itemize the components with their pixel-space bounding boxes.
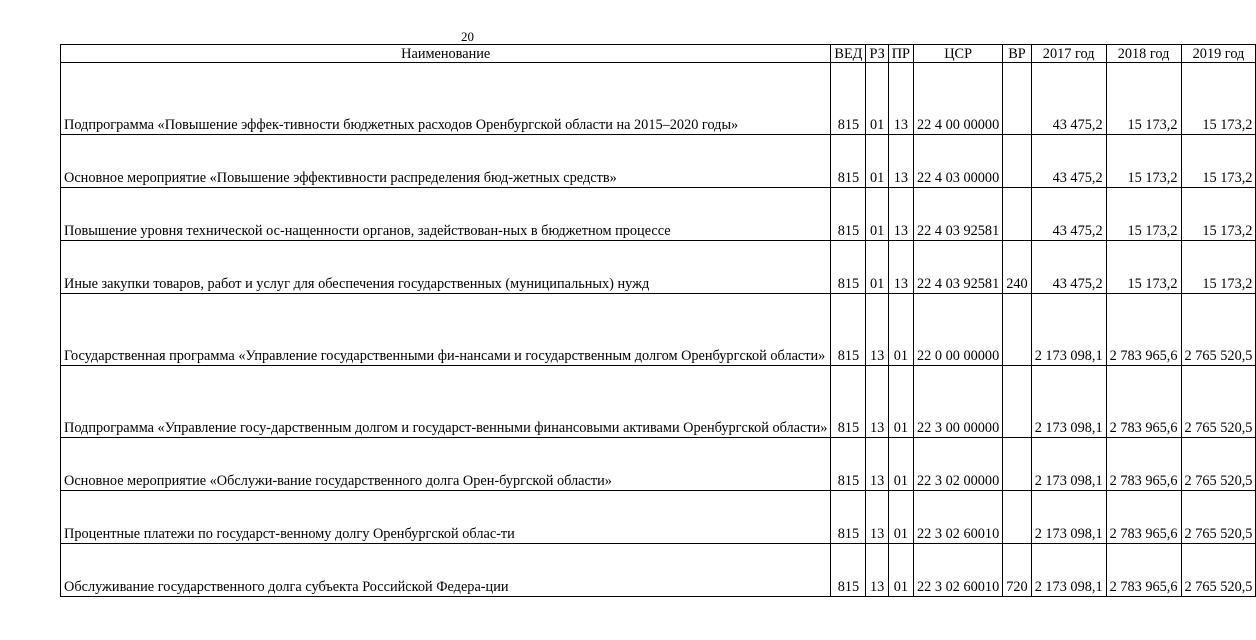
table-row bbox=[61, 544, 1256, 597]
budget-table bbox=[60, 44, 1256, 597]
row-ved-cell: 815 bbox=[831, 294, 866, 366]
row-rz-cell: 13 bbox=[866, 366, 888, 438]
row-2017-cell: 43 475,2 bbox=[1031, 135, 1106, 188]
row-ved-cell: 815 bbox=[831, 63, 866, 135]
row-name-cell: Основное мероприятие «Повышение эффективности распределения бюд-жетных средств» bbox=[61, 135, 831, 188]
row-name-cell: Подпрограмма «Повышение эффек-тивности бюджетных расходов Оренбургской области на 2015–2020 годы» bbox=[61, 63, 831, 135]
row-2017-cell: 2 173 098,1 bbox=[1031, 366, 1106, 438]
row-2017-cell: 2 173 098,1 bbox=[1031, 544, 1106, 597]
row-2017-cell: 43 475,2 bbox=[1031, 241, 1106, 294]
row-2018-cell: 2 783 965,6 bbox=[1106, 491, 1181, 544]
row-2019-cell: 15 173,2 bbox=[1181, 135, 1256, 188]
row-2017-cell: 2 173 098,1 bbox=[1031, 294, 1106, 366]
row-csr-cell: 22 3 02 60010 bbox=[914, 491, 1003, 544]
row-vr-cell bbox=[1003, 63, 1031, 135]
row-2019-cell: 15 173,2 bbox=[1181, 188, 1256, 241]
header-name: Наименование bbox=[61, 45, 831, 63]
row-2019-cell: 2 765 520,5 bbox=[1181, 294, 1256, 366]
row-name-cell: Основное мероприятие «Обслужи-вание государственного долга Орен-бургской области» bbox=[61, 438, 831, 491]
row-csr-cell: 22 4 03 00000 bbox=[914, 135, 1003, 188]
row-vr-cell: 720 bbox=[1003, 544, 1031, 597]
row-rz-cell: 13 bbox=[866, 544, 888, 597]
table-row bbox=[61, 188, 1256, 241]
row-vr-cell bbox=[1003, 438, 1031, 491]
table-row bbox=[61, 63, 1256, 135]
row-vr-cell: 240 bbox=[1003, 241, 1031, 294]
row-rz-cell: 13 bbox=[866, 491, 888, 544]
row-2017-cell: 43 475,2 bbox=[1031, 188, 1106, 241]
row-ved-cell: 815 bbox=[831, 188, 866, 241]
row-vr-cell bbox=[1003, 188, 1031, 241]
row-pr-cell: 01 bbox=[888, 491, 913, 544]
table-row bbox=[61, 241, 1256, 294]
row-2019-cell: 2 765 520,5 bbox=[1181, 544, 1256, 597]
row-2017-cell: 2 173 098,1 bbox=[1031, 438, 1106, 491]
table-row bbox=[61, 294, 1256, 366]
table-body bbox=[61, 63, 1256, 597]
page-number: 20 bbox=[461, 29, 474, 44]
row-pr-cell: 01 bbox=[888, 438, 913, 491]
row-ved-cell: 815 bbox=[831, 544, 866, 597]
row-csr-cell: 22 3 00 00000 bbox=[914, 366, 1003, 438]
row-name-cell: Иные закупки товаров, работ и услуг для обеспечения государственных (муниципальных) нужд bbox=[61, 241, 831, 294]
header-2019: 2019 год bbox=[1181, 45, 1256, 63]
table-row bbox=[61, 366, 1256, 438]
row-2018-cell: 15 173,2 bbox=[1106, 241, 1181, 294]
row-ved-cell: 815 bbox=[831, 366, 866, 438]
row-rz-cell: 01 bbox=[866, 135, 888, 188]
row-csr-cell: 22 3 02 60010 bbox=[914, 544, 1003, 597]
row-2019-cell: 2 765 520,5 bbox=[1181, 438, 1256, 491]
header-2018: 2018 год bbox=[1106, 45, 1181, 63]
table-row bbox=[61, 438, 1256, 491]
row-csr-cell: 22 4 03 92581 bbox=[914, 188, 1003, 241]
row-2019-cell: 15 173,2 bbox=[1181, 241, 1256, 294]
row-vr-cell bbox=[1003, 491, 1031, 544]
row-pr-cell: 13 bbox=[888, 135, 913, 188]
header-csr: ЦСР bbox=[914, 45, 1003, 63]
row-2019-cell: 2 765 520,5 bbox=[1181, 366, 1256, 438]
row-name-cell: Государственная программа «Управление государственными фи-нансами и государственным долгом Оренбургской области» bbox=[61, 294, 831, 366]
row-rz-cell: 01 bbox=[866, 241, 888, 294]
header-rz: РЗ bbox=[866, 45, 888, 63]
header-ved: ВЕД bbox=[831, 45, 866, 63]
row-2018-cell: 15 173,2 bbox=[1106, 188, 1181, 241]
row-ved-cell: 815 bbox=[831, 241, 866, 294]
table-row bbox=[61, 491, 1256, 544]
row-pr-cell: 01 bbox=[888, 366, 913, 438]
row-2018-cell: 2 783 965,6 bbox=[1106, 438, 1181, 491]
row-pr-cell: 01 bbox=[888, 294, 913, 366]
row-rz-cell: 01 bbox=[866, 188, 888, 241]
row-2018-cell: 15 173,2 bbox=[1106, 63, 1181, 135]
row-2018-cell: 2 783 965,6 bbox=[1106, 544, 1181, 597]
header-2017: 2017 год bbox=[1031, 45, 1106, 63]
row-vr-cell bbox=[1003, 366, 1031, 438]
row-name-cell: Процентные платежи по государст-венному долгу Оренбургской облас-ти bbox=[61, 491, 831, 544]
row-rz-cell: 13 bbox=[866, 438, 888, 491]
row-pr-cell: 13 bbox=[888, 241, 913, 294]
row-2018-cell: 2 783 965,6 bbox=[1106, 294, 1181, 366]
row-name-cell: Повышение уровня технической ос-нащенности органов, задействован-ных в бюджетном процессе bbox=[61, 188, 831, 241]
row-rz-cell: 01 bbox=[866, 63, 888, 135]
row-csr-cell: 22 0 00 00000 bbox=[914, 294, 1003, 366]
row-csr-cell: 22 4 00 00000 bbox=[914, 63, 1003, 135]
row-ved-cell: 815 bbox=[831, 438, 866, 491]
row-csr-cell: 22 3 02 00000 bbox=[914, 438, 1003, 491]
row-2018-cell: 15 173,2 bbox=[1106, 135, 1181, 188]
row-csr-cell: 22 4 03 92581 bbox=[914, 241, 1003, 294]
header-vr: ВР bbox=[1003, 45, 1031, 63]
row-name-cell: Обслуживание государственного долга субъекта Российской Федера-ции bbox=[61, 544, 831, 597]
row-2017-cell: 2 173 098,1 bbox=[1031, 491, 1106, 544]
row-vr-cell bbox=[1003, 135, 1031, 188]
table-header-row bbox=[61, 45, 1256, 63]
row-rz-cell: 13 bbox=[866, 294, 888, 366]
row-ved-cell: 815 bbox=[831, 135, 866, 188]
row-pr-cell: 13 bbox=[888, 63, 913, 135]
row-2019-cell: 15 173,2 bbox=[1181, 63, 1256, 135]
row-name-cell: Подпрограмма «Управление госу-дарственным долгом и государст-венными финансовыми активами Оренбургской области» bbox=[61, 366, 831, 438]
row-ved-cell: 815 bbox=[831, 491, 866, 544]
row-2019-cell: 2 765 520,5 bbox=[1181, 491, 1256, 544]
row-pr-cell: 13 bbox=[888, 188, 913, 241]
header-pr: ПР bbox=[888, 45, 913, 63]
row-pr-cell: 01 bbox=[888, 544, 913, 597]
table-row bbox=[61, 135, 1256, 188]
row-vr-cell bbox=[1003, 294, 1031, 366]
row-2017-cell: 43 475,2 bbox=[1031, 63, 1106, 135]
row-2018-cell: 2 783 965,6 bbox=[1106, 366, 1181, 438]
